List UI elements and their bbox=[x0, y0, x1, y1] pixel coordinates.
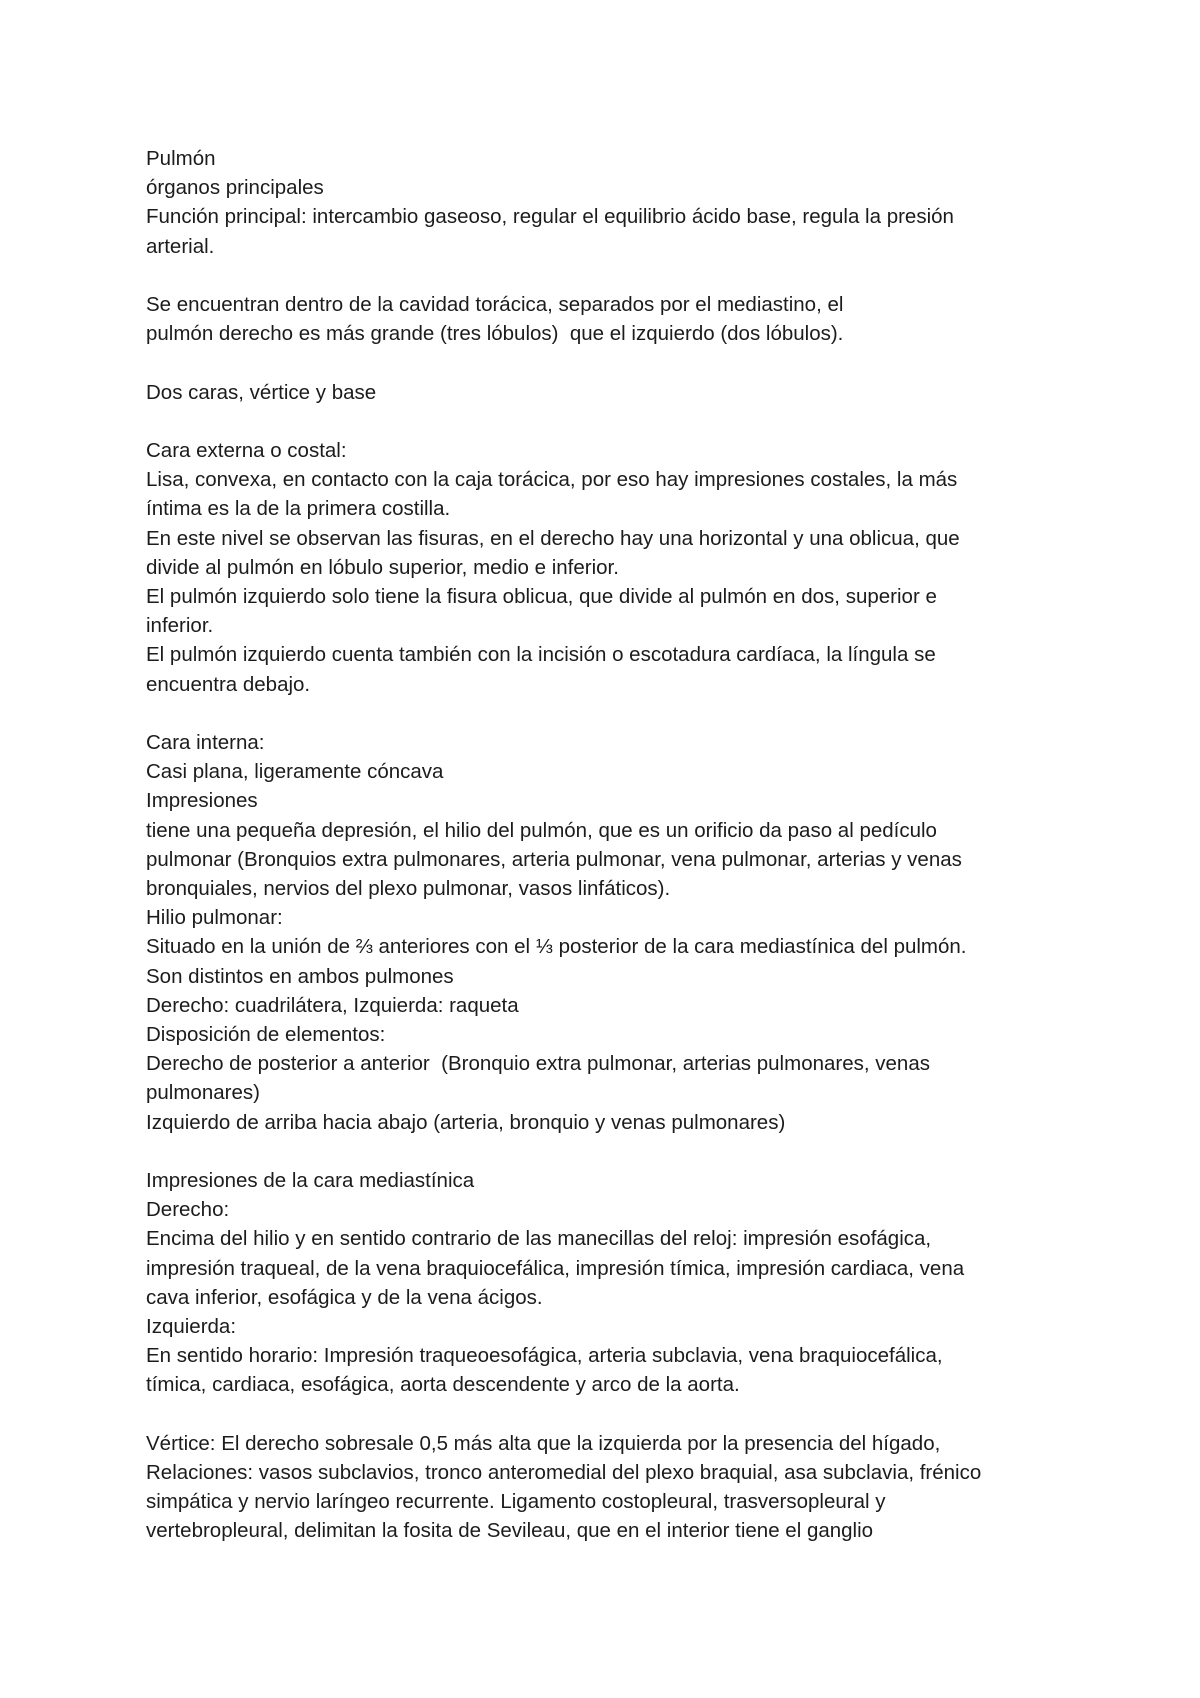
text-line: Derecho: cuadrilátera, Izquierda: raqueta bbox=[146, 993, 519, 1017]
text-line: tímica, cardiaca, esofágica, aorta descendente y arco de la aorta. bbox=[146, 1373, 740, 1397]
text-line: Impresiones bbox=[146, 789, 258, 813]
text-line: Encima del hilio y en sentido contrario de las manecillas del reloj: impresión esofágica, bbox=[146, 1227, 932, 1251]
text-line: Relaciones: vasos subclavios, tronco anteromedial del plexo braquial, asa subclavia, frénico bbox=[146, 1461, 982, 1485]
text-line: Situado en la unión de ⅔ anteriores con el ⅓ posterior de la cara mediastínica del pulmón. bbox=[146, 935, 967, 959]
text-line: encuentra debajo. bbox=[146, 672, 311, 696]
text-line: Disposición de elementos: bbox=[146, 1023, 386, 1047]
paragraph bbox=[146, 144, 1086, 261]
text-line: simpática y nervio laríngeo recurrente. Ligamento costopleural, trasversopleural y bbox=[146, 1490, 886, 1514]
text-line: pulmón derecho es más grande (tres lóbulos) que el izquierdo (dos lóbulos). bbox=[146, 322, 844, 346]
text-line: pulmonares) bbox=[146, 1081, 260, 1105]
document-body bbox=[146, 144, 1086, 1546]
text-line: El pulmón izquierdo cuenta también con la incisión o escotadura cardíaca, la língula se bbox=[146, 643, 936, 667]
text-line: Hilio pulmonar: bbox=[146, 906, 283, 930]
text-line: Izquierda: bbox=[146, 1315, 237, 1339]
text-line: vertebropleural, delimitan la fosita de Sevileau, que en el interior tiene el ganglio bbox=[146, 1519, 874, 1543]
text-line: Derecho: bbox=[146, 1198, 230, 1222]
paragraph-gap bbox=[146, 348, 1086, 377]
text-line: Son distintos en ambos pulmones bbox=[146, 964, 454, 988]
text-line: pulmonar (Bronquios extra pulmonares, arteria pulmonar, vena pulmonar, arterias y venas bbox=[146, 847, 962, 871]
text-line: En sentido horario: Impresión traqueoesofágica, arteria subclavia, vena braquiocefálica, bbox=[146, 1344, 943, 1368]
text-line: Casi plana, ligeramente cóncava bbox=[146, 760, 444, 784]
text-line: Pulmón bbox=[146, 147, 216, 170]
paragraph bbox=[146, 728, 1086, 1137]
paragraph-gap bbox=[146, 261, 1086, 290]
text-line: cava inferior, esofágica y de la vena ácigos. bbox=[146, 1285, 543, 1309]
text-line: Vértice: El derecho sobresale 0,5 más alta que la izquierda por la presencia del hígado, bbox=[146, 1431, 941, 1455]
text-line: En este nivel se observan las fisuras, en el derecho hay una horizontal y una oblicua, que bbox=[146, 526, 960, 550]
text-line: El pulmón izquierdo solo tiene la fisura oblicua, que divide al pulmón en dos, superior e bbox=[146, 585, 937, 608]
text-line: arterial. bbox=[146, 234, 215, 258]
text-line: Izquierdo de arriba hacia abajo (arteria, bronquio y venas pulmonares) bbox=[146, 1110, 786, 1134]
paragraph-gap bbox=[146, 699, 1086, 728]
text-line: Derecho de posterior a anterior (Bronquio extra pulmonar, arterias pulmonares, venas bbox=[146, 1052, 930, 1076]
paragraph bbox=[146, 378, 1086, 407]
text-line: íntima es la de la primera costilla. bbox=[146, 497, 451, 521]
text-line: Función principal: intercambio gaseoso, regular el equilibrio ácido base, regula la presión bbox=[146, 205, 954, 229]
text-line: órganos principales bbox=[146, 176, 324, 200]
paragraph bbox=[146, 436, 1086, 699]
text-line: divide al pulmón en lóbulo superior, medio e inferior. bbox=[146, 555, 619, 579]
text-line: Cara interna: bbox=[146, 731, 265, 754]
paragraph-gap bbox=[146, 1137, 1086, 1166]
paragraph bbox=[146, 1429, 1086, 1546]
paragraph-gap bbox=[146, 1400, 1086, 1429]
paragraph bbox=[146, 1166, 1086, 1400]
text-line: bronquiales, nervios del plexo pulmonar, vasos linfáticos). bbox=[146, 877, 671, 901]
text-line: Cara externa o costal: bbox=[146, 438, 347, 462]
text-line: Lisa, convexa, en contacto con la caja torácica, por eso hay impresiones costales, la más bbox=[146, 468, 958, 492]
text-line: impresión traqueal, de la vena braquiocefálica, impresión tímica, impresión cardiaca, vena bbox=[146, 1256, 965, 1280]
paragraph-gap bbox=[146, 407, 1086, 436]
paragraph bbox=[146, 290, 1086, 348]
text-line: tiene una pequeña depresión, el hilio del pulmón, que es un orificio da paso al pedículo bbox=[146, 818, 937, 842]
text-line: Se encuentran dentro de la cavidad torácica, separados por el mediastino, el bbox=[146, 293, 844, 316]
text-line: Dos caras, vértice y base bbox=[146, 380, 377, 404]
text-line: Impresiones de la cara mediastínica bbox=[146, 1169, 475, 1193]
text-line: inferior. bbox=[146, 614, 214, 638]
